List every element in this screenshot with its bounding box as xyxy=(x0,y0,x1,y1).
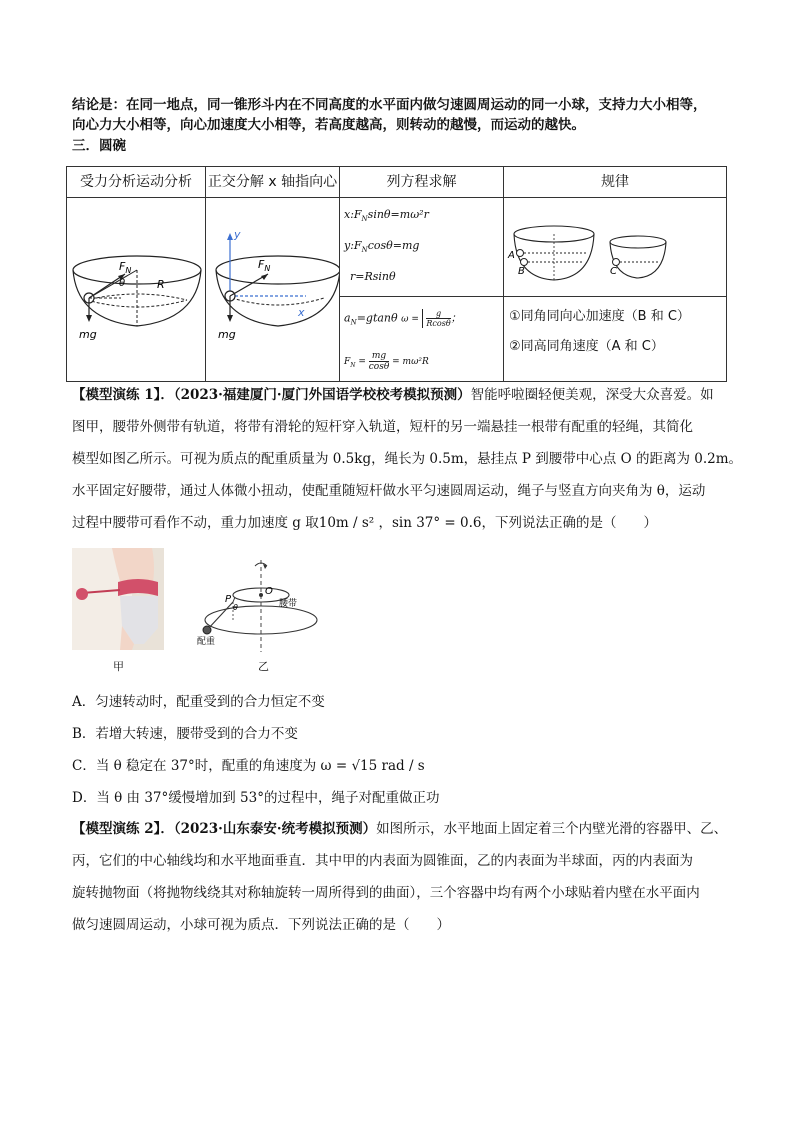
drill1-line-5: 过程中腰带可看作不动，重力加速度 g 取10m / s² ，sin 37° = 0.6，下列说法正确的是（ ） xyxy=(72,515,657,531)
point-o: O xyxy=(265,586,273,597)
equation-r: r=Rsinθ xyxy=(350,270,396,283)
cell-equations-bottom xyxy=(340,297,504,382)
header-equations: 列方程求解 xyxy=(340,167,504,198)
header-force-analysis: 受力分析运动分析 xyxy=(67,167,206,198)
waist-label: 腰带 xyxy=(279,599,298,609)
cell-rule-figure xyxy=(504,198,727,297)
drill1-line-4: 水平固定好腰带，通过人体微小扭动，使配重随短杆做水平匀速圆周运动，绳子与竖直方向夹角为 θ，运动 xyxy=(72,483,706,499)
angle-theta: θ xyxy=(233,603,238,612)
drill1-label: 【模型演练 1】 xyxy=(72,387,161,403)
conclusion-line-1: 结论是：在同一地点，同一锥形斗内在不同高度的水平面内做匀速圆周运动的同一小球，支持力大小相等， xyxy=(72,97,707,113)
drill2-line-1: 【模型演练 2】．（2023·山东泰安·统考模拟预测）如图所示，水平地面上固定着三个内壁光滑的容器甲、乙、 xyxy=(72,821,728,837)
option-d: D．当 θ 由 37°缓慢增加到 53°的过程中，绳子对配重做正功 xyxy=(72,790,440,806)
cell-equations-top xyxy=(340,198,504,297)
drill2-source: ．（2023·山东泰安·统考模拟预测） xyxy=(160,821,377,837)
drill2-line-2: 丙，它们的中心轴线均和水平地面垂直．其中甲的内表面为圆锥面，乙的内表面为半球面，丙的内表面为 xyxy=(72,853,693,869)
rule-2: ②同高同角速度（A 和 C） xyxy=(509,339,664,354)
mg-label-2: mg xyxy=(218,328,236,341)
two-bowls-figure xyxy=(504,198,726,292)
drill1-line-1: 【模型演练 1】．（2023·福建厦门·厦门外国语学校校考模拟预测）智能呼啦圈轻便美观，深受大众喜爱。如 xyxy=(72,387,714,403)
drill1-source: ．（2023·福建厦门·厦门外国语学校校考模拟预测） xyxy=(160,387,471,403)
cell-rules xyxy=(504,297,727,382)
equation-f: $F_N$ = $\frac{mg}{\cos\theta}$ = mω²R xyxy=(344,351,429,372)
x-axis-label: x xyxy=(298,306,305,319)
theta-label: θ xyxy=(119,278,126,289)
bowl-point-a: A xyxy=(508,250,515,261)
equation-x: $x:F_N\sin\theta=m\omega^2r$ xyxy=(344,208,429,224)
rule-1: ①同角同向心加速度（B 和 C） xyxy=(509,309,690,324)
bowl-force-diagram xyxy=(67,198,205,377)
cell-force-diagram xyxy=(67,198,206,382)
conclusion-line-2: 向心力大小相等，向心加速度大小相等，若高度越高，则转动的越慢，而运动的越快。 xyxy=(72,117,585,133)
hula-hoop-model xyxy=(195,556,325,656)
summary-table xyxy=(66,166,727,382)
header-decomposition: 正交分解 x 轴指向心 xyxy=(206,167,340,198)
figure-label-jia: 甲 xyxy=(113,660,124,673)
bowl-axes-diagram xyxy=(206,198,339,377)
y-axis-label: y xyxy=(234,228,241,241)
figure-label-yi: 乙 xyxy=(258,660,269,673)
option-a: A．匀速转动时，配重受到的合力恒定不变 xyxy=(72,694,325,710)
equation-a: $a_N=gtan\theta$ ω = $\frac{g}{Rcos\theta}$ ； xyxy=(344,309,462,328)
drill1-line-3: 模型如图乙所示。可视为质点的配重质量为 0.5kg，绳长为 0.5m，悬挂点 P 到腰带中心点 O 的距离为 0.2m。 xyxy=(72,451,743,467)
drill2-line-3: 旋转抛物面（将抛物线绕其对称轴旋转一周所得到的曲面），三个容器中均有两个小球贴着内壁在水平面内 xyxy=(72,885,700,901)
header-rules: 规律 xyxy=(504,167,727,198)
hula-hoop-photo xyxy=(72,548,164,650)
drill2-label: 【模型演练 2】 xyxy=(72,821,161,837)
radius-label: R xyxy=(157,278,165,291)
bowl-point-b: B xyxy=(518,266,525,277)
weight-label: 配重 xyxy=(197,637,216,647)
bowl-point-c: C xyxy=(610,266,617,277)
fn-label: $F_N$ xyxy=(119,260,132,275)
option-c: C．当 θ 稳定在 37°时，配重的角速度为 ω = √15 rad / s xyxy=(72,758,425,774)
equation-y: $y:F_N\cos\theta=mg$ xyxy=(344,239,420,255)
point-p: P xyxy=(225,594,232,605)
fn-label-2: $F_N$ xyxy=(258,258,271,273)
cell-decomposition-diagram xyxy=(206,198,340,382)
section-title: 三．圆碗 xyxy=(72,138,126,154)
mg-label: mg xyxy=(79,328,97,341)
drill2-line-4: 做匀速圆周运动，小球可视为质点．下列说法正确的是（ ） xyxy=(72,917,450,933)
option-b: B．若增大转速，腰带受到的合力不变 xyxy=(72,726,298,742)
drill1-line-2: 图甲，腰带外侧带有轨道，将带有滑轮的短杆穿入轨道，短杆的另一端悬挂一根带有配重的轻绳，其简化 xyxy=(72,419,693,435)
